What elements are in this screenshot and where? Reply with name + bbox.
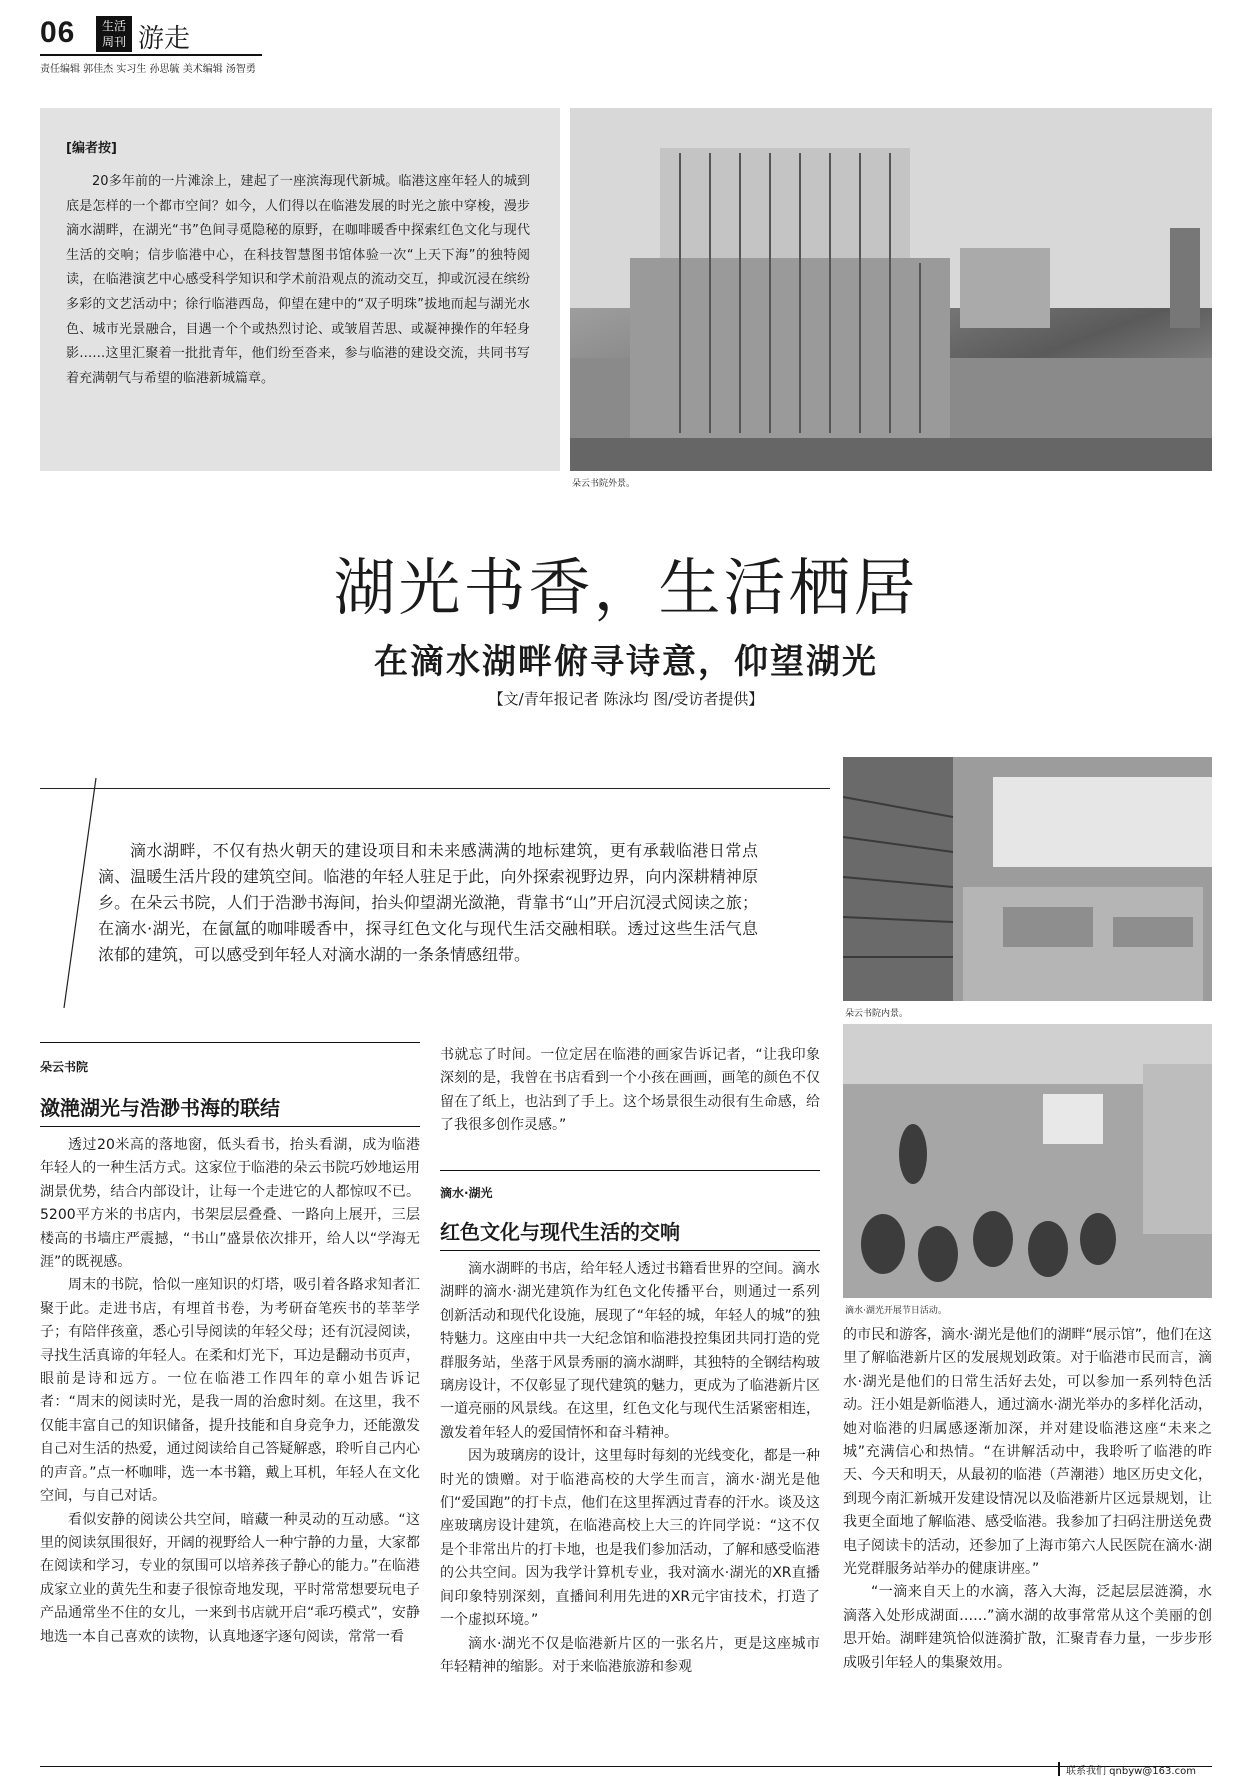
footer-divider bbox=[1058, 1762, 1060, 1776]
event-photo bbox=[843, 1024, 1212, 1298]
section1-top-rule bbox=[40, 1042, 420, 1043]
section1-kicker: 朵云书院 bbox=[40, 1060, 89, 1074]
lead-top-rule bbox=[40, 788, 830, 789]
footer-contact: 联系我们 qnbyw@163.com bbox=[1066, 1766, 1196, 1777]
section-name: 游走 bbox=[138, 24, 191, 54]
bookstore-interior-photo bbox=[843, 757, 1212, 1001]
header-rule bbox=[40, 54, 262, 56]
bookstore-exterior-photo bbox=[570, 108, 1212, 471]
section1-bottom-rule bbox=[40, 1126, 420, 1127]
section2-body bbox=[440, 1258, 820, 1679]
body-paragraph: 周末的书院，恰似一座知识的灯塔，吸引着各路求知者汇聚于此。走进书店，有埋首书卷，为考研奋笔疾书的莘莘学子；有陪伴孩童，悉心引导阅读的年轻父母；还有沉浸阅读，寻找生活真谛的年轻人。在柔和灯光下，耳边是翻动书页声，眼前是诗和远方。一位在临港工作四年的章小姐告诉记者：“周末的阅读时光，是我一周的治愈时刻。在这里，我不仅能丰富自己的知识储备，提升技能和自身竞争力，还能激发自己对生活的热爱，通过阅读给自己答疑解惑，聆听自己内心的声音。”点一杯咖啡，选一本书籍，戴上耳机，年轻人在文化空间，与自己对话。 bbox=[40, 1277, 420, 1505]
body-paragraph: 因为玻璃房的设计，这里每时每刻的光线变化，都是一种时光的馈赠。对于临港高校的大学生而言，滴水·湖光是他们“爱国跑”的打卡点，他们在这里挥洒过青春的汗水。谈及这座玻璃房设计建筑，在临港高校上大三的许同学说：“这不仅是个非常出片的打卡地，也是我们参加活动，了解和感受临港的公共空间。因为我学计算机专业，我对滴水·湖光的XR直播间印象特别深刻，直播间利用先进的XR元宇宙技术，打造了一个虚拟环境。” bbox=[440, 1448, 820, 1629]
body-paragraph: 书就忘了时间。一位定居在临港的画家告诉记者，“让我印象深刻的是，我曾在书店看到一个小孩在画画，画笔的颜色不仅留在了纸上，也沾到了手上。这个场景很生动很有生命感，给了我很多创作灵感。” bbox=[440, 1047, 820, 1134]
section2-kicker: 滴水·湖光 bbox=[440, 1186, 493, 1200]
editor-credits: 责任编辑 郭佳杰 实习生 孙思毓 美术编辑 汤智勇 bbox=[40, 64, 256, 75]
publication-logo: 生活周刊 bbox=[96, 16, 132, 52]
main-headline: 湖光书香，生活栖居 bbox=[333, 551, 919, 624]
section2-continuation bbox=[843, 1324, 1212, 1675]
editor-note-tag: [编者按] bbox=[66, 141, 117, 156]
section2-top-rule bbox=[440, 1170, 820, 1171]
lead-decorative-slash bbox=[60, 778, 100, 1008]
body-paragraph: 滴水·湖光不仅是临港新片区的一张名片，更是这座城市年轻精神的缩影。对于来临港旅游和参观 bbox=[440, 1635, 820, 1675]
body-paragraph: 的市民和游客，滴水·湖光是他们的湖畔“展示馆”，他们在这里了解临港新片区的发展规划政策。对于临港市民而言，滴水·湖光是他们的日常生活好去处，可以参加一系列特色活动。汪小姐是新临港人，通过滴水·湖光举办的多样化活动，她对临港的归属感逐渐加深，并对建设临港这座“未来之城”充满信心和热情。“在讲解活动中，我聆听了临港的昨天、今天和明天，从最初的临港（芦潮港）地区历史文化，到现今南汇新城开发建设情况以及临港新片区远景规划，让我更全面地了解临港、感受临港。我参加了扫码注册送免费电子阅读卡的活动，还参加了上海市第六人民医院在滴水·湖光党群服务站举办的健康讲座。” bbox=[843, 1327, 1212, 1578]
body-paragraph: 透过20米高的落地窗，低头看书，抬头看湖，成为临港年轻人的一种生活方式。这家位于临港的朵云书院巧妙地运用湖景优势，结合内部设计，让每一个走进它的人都惊叹不已。5200平方米的书店内，书架层层叠叠、一路向上展开，三层楼高的书墙庄严震撼，“书山”盛景依次排开，给人以“学海无涯”的既视感。 bbox=[40, 1137, 420, 1271]
exterior-photo-caption: 朵云书院外景。 bbox=[572, 479, 636, 489]
section2-bottom-rule bbox=[440, 1250, 820, 1251]
event-photo-caption: 滴水·湖光开展节日活动。 bbox=[845, 1306, 947, 1316]
body-paragraph: “一滴来自天上的水滴，落入大海，泛起层层涟漪，水滴落入处形成湖面……”滴水湖的故事常常从这个美丽的创思开始。湖畔建筑恰似涟漪扩散，汇聚青春力量，一步步形成吸引年轻人的集聚效用。 bbox=[843, 1584, 1212, 1671]
body-paragraph: 滴水湖畔的书店，给年轻人透过书籍看世界的空间。滴水湖畔的滴水·湖光建筑作为红色文化传播平台，则通过一系列创新活动和现代化设施，展现了“年轻的城，年轻人的城”的独特魅力。这座由中共一大纪念馆和临港投控集团共同打造的党群服务站，坐落于风景秀丽的滴水湖畔，其独特的全钢结构玻璃房设计，不仅彰显了现代建筑的魅力，更成为了临港新片区一道亮丽的风景线。在这里，红色文化与现代生活紧密相连，激发着年轻人的爱国情怀和奋斗精神。 bbox=[440, 1261, 820, 1441]
lead-paragraph: 滴水湖畔，不仅有热火朝天的建设项目和未来感满满的地标建筑，更有承载临港日常点滴、温暖生活片段的建筑空间。临港的年轻人驻足于此，向外探索视野边界，向内深耕精神原乡。在朵云书院，人们于浩渺书海间，抬头仰望湖光潋滟，背靠书“山”开启沉浸式阅读之旅；在滴水·湖光，在氤氲的咖啡暖香中，探寻红色文化与现代生活交融相联。透过这些生活气息浓郁的建筑，可以感受到年轻人对滴水湖的一条条情感纽带。 bbox=[98, 841, 758, 964]
byline: 【文/青年报记者 陈泳均 图/受访者提供】 bbox=[488, 690, 764, 708]
section1-body bbox=[40, 1134, 420, 1649]
section1-continuation bbox=[440, 1044, 820, 1138]
footer-rule bbox=[40, 1766, 1212, 1767]
page-number: 06 bbox=[40, 16, 76, 49]
section2-title: 红色文化与现代生活的交响 bbox=[440, 1220, 680, 1244]
section1-title: 潋滟湖光与浩渺书海的联结 bbox=[40, 1096, 280, 1120]
body-paragraph: 看似安静的阅读公共空间，暗藏一种灵动的互动感。“这里的阅读氛围很好，开阔的视野给人一种宁静的力量，大家都在阅读和学习，专业的氛围可以培养孩子静心的能力。”在临港成家立业的黄先生和妻子很惊奇地发现，平时常常想要玩电子产品通常坐不住的女儿，一来到书店就开启“乖巧模式”，安静地选一本自己喜欢的读物，认真地逐字逐句阅读，常常一看 bbox=[40, 1511, 420, 1645]
sub-headline: 在滴水湖畔俯寻诗意，仰望湖光 bbox=[374, 642, 878, 682]
interior-photo-caption: 朵云书院内景。 bbox=[845, 1009, 909, 1019]
editor-note-text: 20多年前的一片滩涂上，建起了一座滨海现代新城。临港这座年轻人的城到底是怎样的一个都市空间？如今，人们得以在临港发展的时光之旅中穿梭，漫步滴水湖畔，在湖光“书”色间寻觅隐秘的原野，在咖啡暖香中探索红色文化与现代生活的交响；信步临港中心，在科技智慧图书馆体验一次“上天下海”的独特阅读，在临港演艺中心感受科学知识和学术前沿观点的流动交互，抑或沉浸在缤纷多彩的文艺活动中；徐行临港西岛，仰望在建中的“双子明珠”拔地而起与湖光水色、城市光景融合，目遇一个个或热烈讨论、或皱眉苦思、或凝神操作的年轻身影……这里汇聚着一批批青年，他们纷至沓来，参与临港的建设交流，共同书写着充满朝气与希望的临港新城篇章。 bbox=[66, 174, 530, 386]
